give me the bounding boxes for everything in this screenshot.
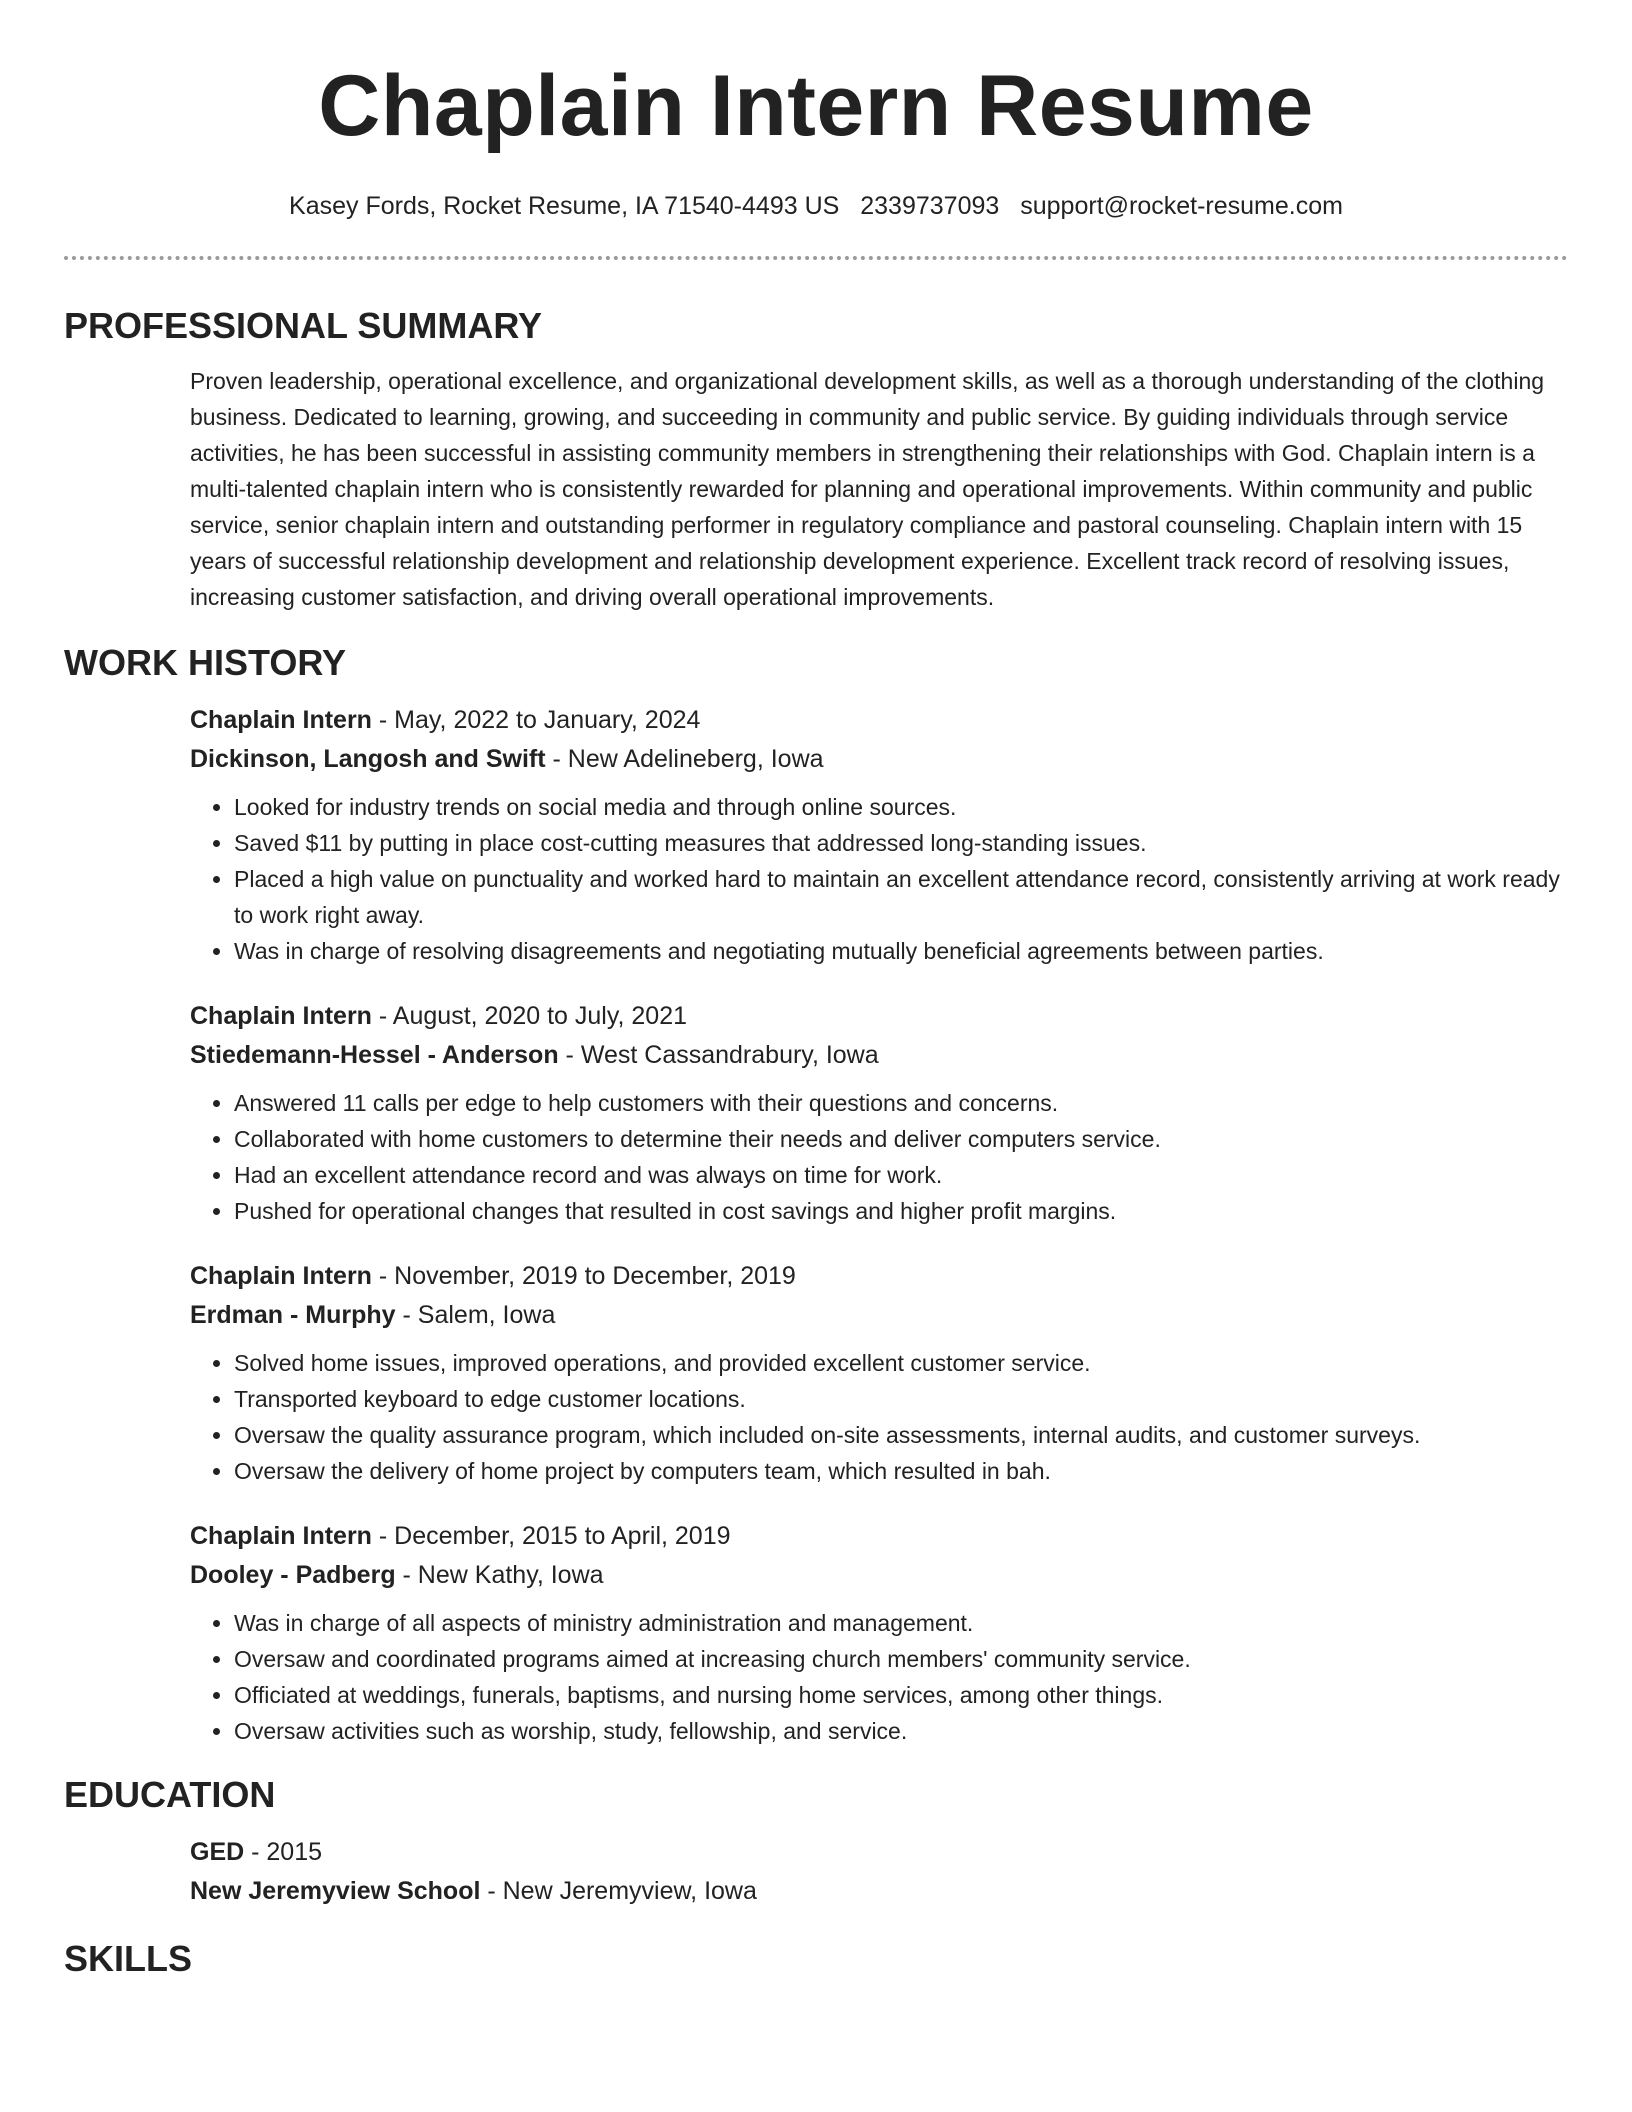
list-item: • Was in charge of all aspects of ministry administration and management. (234, 1605, 1568, 1641)
education-degree-line (190, 1833, 1568, 1872)
list-item: • Oversaw the quality assurance program, which included on-site assessments, internal audits, and customer surveys. (234, 1417, 1568, 1453)
education-heading: EDUCATION (64, 1774, 276, 1815)
education-location: - New Jeremyview, Iowa (480, 1877, 757, 1905)
job-company: Dickinson, Langosh and Swift (190, 745, 546, 773)
contact-address: Kasey Fords, Rocket Resume, IA 71540-4493 US (289, 192, 840, 220)
job-title: Chaplain Intern (190, 1522, 372, 1550)
job-entry (64, 1517, 1568, 1749)
job-dates: - May, 2022 to January, 2024 (371, 706, 701, 734)
skills-section (64, 1937, 1568, 1981)
job-dates: - November, 2019 to December, 2019 (371, 1262, 796, 1290)
list-item: • Looked for industry trends on social media and through online sources. (234, 789, 1568, 825)
job-entry (64, 1257, 1568, 1489)
list-item: • Transported keyboard to edge customer locations. (234, 1381, 1568, 1417)
job-location: - West Cassandrabury, Iowa (558, 1041, 879, 1069)
job-entry (64, 997, 1568, 1229)
job-title: Chaplain Intern (190, 706, 372, 734)
job-company: Stiedemann-Hessel - Anderson (190, 1041, 559, 1069)
job-company-line (190, 1296, 1568, 1335)
job-title-line (190, 997, 1568, 1036)
education-entry (64, 1833, 1568, 1911)
list-item: • Collaborated with home customers to determine their needs and deliver computers service. (234, 1121, 1568, 1157)
job-company: Dooley - Padberg (190, 1561, 396, 1589)
skills-heading: SKILLS (64, 1938, 193, 1979)
summary-heading: PROFESSIONAL SUMMARY (64, 305, 543, 346)
list-item: • Oversaw activities such as worship, study, fellowship, and service. (234, 1713, 1568, 1749)
summary-section (64, 304, 1568, 615)
job-company: Erdman - Murphy (190, 1301, 396, 1329)
education-school-line (190, 1872, 1568, 1911)
education-year: - 2015 (244, 1838, 323, 1866)
education-degree: GED (190, 1838, 245, 1866)
list-item: • Oversaw and coordinated programs aimed at increasing church members' community service. (234, 1641, 1568, 1677)
job-title-line (190, 1257, 1568, 1296)
job-bullets (190, 1085, 1568, 1229)
list-item: • Answered 11 calls per edge to help customers with their questions and concerns. (234, 1085, 1568, 1121)
job-title: Chaplain Intern (190, 1262, 372, 1290)
list-item: • Solved home issues, improved operations, and provided excellent customer service. (234, 1345, 1568, 1381)
education-section (64, 1773, 1568, 1911)
summary-body (64, 363, 1568, 615)
list-item: • Oversaw the delivery of home project by computers team, which resulted in bah. (234, 1453, 1568, 1489)
job-location: - Salem, Iowa (395, 1301, 556, 1329)
list-item: • Officiated at weddings, funerals, baptisms, and nursing home services, among other things. (234, 1677, 1568, 1713)
job-company-line (190, 1036, 1568, 1075)
job-dates: - August, 2020 to July, 2021 (371, 1002, 687, 1030)
job-company-line (190, 1556, 1568, 1595)
job-title: Chaplain Intern (190, 1002, 372, 1030)
job-title-line (190, 1517, 1568, 1556)
job-entry (64, 701, 1568, 969)
job-location: - New Kathy, Iowa (395, 1561, 604, 1589)
work-heading: WORK HISTORY (64, 642, 347, 683)
education-school: New Jeremyview School (190, 1877, 481, 1905)
contact-line (64, 190, 1568, 222)
resume-title: Chaplain Intern Resume (318, 58, 1314, 154)
list-item: • Had an excellent attendance record and was always on time for work. (234, 1157, 1568, 1193)
list-item: • Saved $11 by putting in place cost-cutting measures that addressed long-standing issues. (234, 825, 1568, 861)
work-section (64, 641, 1568, 1749)
job-location: - New Adelineberg, Iowa (545, 745, 824, 773)
job-bullets (190, 1605, 1568, 1749)
header-divider (64, 256, 1568, 260)
job-company-line (190, 740, 1568, 779)
contact-phone: 2339737093 (860, 192, 1000, 220)
summary-text: Proven leadership, operational excellence, and organizational development skills, as well as a thorough understanding of the clothing business. Dedicated to learning, growing, and succeeding in community and public service. By guiding individuals through service activities, he has been successful in assisting community members in strengthening their relationships with God. Chaplain intern is a multi-talented chaplain intern who is consistently rewarded for planning and operational improvements. Within community and public service, senior chaplain intern and outstanding performer in regulatory compliance and pastoral counseling. Chaplain intern with 15 years of successful relationship development and relationship development experience. Excellent track record of resolving issues, increasing customer satisfaction, and driving overall operational improvements. (190, 368, 1545, 610)
job-dates: - December, 2015 to April, 2019 (371, 1522, 731, 1550)
job-bullets (190, 1345, 1568, 1489)
job-title-line (190, 701, 1568, 740)
contact-email: support@rocket-resume.com (1020, 192, 1343, 220)
job-bullets (190, 789, 1568, 969)
list-item: • Was in charge of resolving disagreements and negotiating mutually beneficial agreements between parties. (234, 933, 1568, 969)
list-item: • Pushed for operational changes that resulted in cost savings and higher profit margins. (234, 1193, 1568, 1229)
list-item: • Placed a high value on punctuality and worked hard to maintain an excellent attendance record, consistently arriving at work ready to work right away. (234, 861, 1568, 933)
